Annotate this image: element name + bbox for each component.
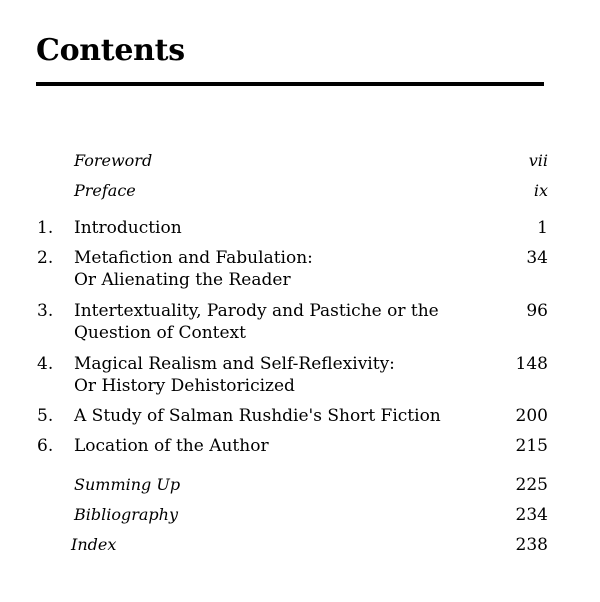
toc-entry-title: Foreword	[74, 151, 153, 170]
toc-entry-page: 225	[515, 475, 548, 495]
chapter-number: 6.	[37, 436, 54, 456]
chapter-number: 1.	[37, 218, 54, 238]
toc-entry-page: 238	[515, 535, 548, 555]
chapter-title	[74, 217, 474, 239]
toc-entry-title: Index	[71, 535, 117, 554]
chapter-title	[74, 405, 474, 427]
chapter-title-line: Introduction	[74, 218, 182, 238]
chapter-title-line: Question of Context	[74, 323, 246, 343]
toc-entry-title: Preface	[74, 181, 136, 200]
chapter-number: 2.	[37, 248, 54, 268]
chapter-page: 200	[515, 406, 548, 426]
chapter-page: 148	[515, 354, 548, 374]
chapter-number: 5.	[37, 406, 54, 426]
chapter-title-line: Location of the Author	[74, 436, 269, 456]
page-title: Contents	[36, 33, 185, 68]
chapter-title-line: A Study of Salman Rushdie's Short Fiction	[74, 406, 441, 426]
toc-entry-title: Bibliography	[74, 505, 178, 524]
chapter-title-line: Or History Dehistoricized	[74, 376, 295, 396]
chapter-page: 96	[526, 301, 548, 321]
chapter-number: 3.	[37, 301, 54, 321]
toc-entry-title: Summing Up	[74, 475, 181, 494]
chapter-title-line: Intertextuality, Parody and Pastiche or the	[74, 301, 439, 321]
toc-entry-page: 234	[515, 505, 548, 525]
chapter-title	[74, 353, 474, 397]
chapter-page: 215	[515, 436, 548, 456]
chapter-title	[74, 435, 474, 457]
chapter-number: 4.	[37, 354, 54, 374]
toc-entry-page: vii	[528, 151, 548, 170]
chapter-title	[74, 300, 474, 344]
toc-entry-page: ix	[533, 181, 548, 200]
chapter-title-line: Metafiction and Fabulation:	[74, 248, 313, 268]
chapter-page: 34	[526, 248, 548, 268]
chapter-page: 1	[537, 218, 548, 238]
heading-rule	[36, 82, 544, 86]
chapter-title-line: Or Alienating the Reader	[74, 270, 291, 290]
chapter-title-line: Magical Realism and Self-Reflexivity:	[74, 354, 395, 374]
chapter-title	[74, 247, 474, 291]
